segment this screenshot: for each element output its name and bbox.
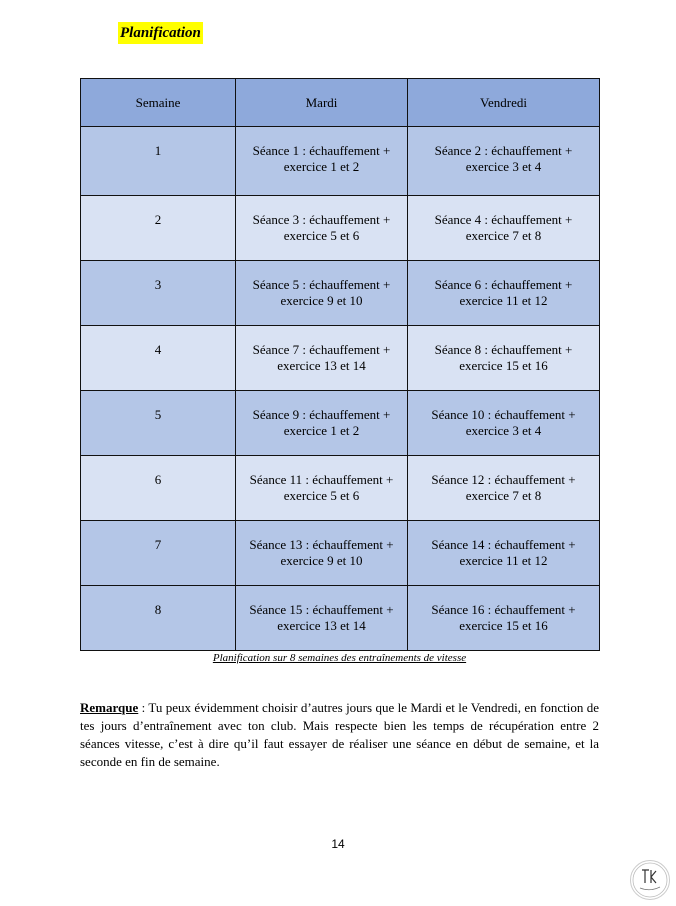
cell-line: Séance 8 : échauffement + <box>434 342 573 357</box>
table-row <box>81 261 600 326</box>
table-row <box>81 391 600 456</box>
mardi-cell <box>236 127 408 196</box>
table-row <box>81 456 600 521</box>
vendredi-cell <box>408 127 600 196</box>
cell-line: exercice 13 et 14 <box>277 618 366 633</box>
cell-line: Séance 5 : échauffement + <box>252 277 391 292</box>
cell-line: exercice 9 et 10 <box>280 553 363 568</box>
cell-line: exercice 3 et 4 <box>465 423 542 438</box>
cell-line: exercice 7 et 8 <box>465 228 542 243</box>
header-semaine: Semaine <box>81 79 236 127</box>
table-row <box>81 326 600 391</box>
cell-line: Séance 16 : échauffement + <box>431 602 576 617</box>
cell-line: Séance 14 : échauffement + <box>431 537 576 552</box>
cell-line: Séance 12 : échauffement + <box>431 472 576 487</box>
cell-line: exercice 5 et 6 <box>283 488 360 503</box>
cell-line: Séance 10 : échauffement + <box>431 407 576 422</box>
vendredi-cell <box>408 521 600 586</box>
remark-label: Remarque <box>80 700 139 715</box>
cell-line: exercice 15 et 16 <box>459 618 548 633</box>
week-cell: 4 <box>81 326 236 391</box>
cell-line: exercice 5 et 6 <box>283 228 360 243</box>
cell-line: Séance 15 : échauffement + <box>249 602 394 617</box>
table-row <box>81 521 600 586</box>
week-cell: 8 <box>81 586 236 651</box>
vendredi-cell <box>408 261 600 326</box>
cell-line: Séance 3 : échauffement + <box>252 212 391 227</box>
vendredi-cell <box>408 586 600 651</box>
mardi-cell <box>236 456 408 521</box>
fast-training-logo-icon <box>630 860 670 900</box>
cell-line: Séance 4 : échauffement + <box>434 212 573 227</box>
cell-line: exercice 15 et 16 <box>459 358 548 373</box>
vendredi-cell <box>408 326 600 391</box>
week-cell: 6 <box>81 456 236 521</box>
vendredi-cell <box>408 196 600 261</box>
mardi-cell <box>236 586 408 651</box>
vendredi-cell <box>408 391 600 456</box>
remark-paragraph <box>80 699 599 771</box>
week-cell: 1 <box>81 127 236 196</box>
table-row <box>81 586 600 651</box>
table-row <box>81 127 600 196</box>
cell-line: exercice 9 et 10 <box>280 293 363 308</box>
cell-line: exercice 7 et 8 <box>465 488 542 503</box>
section-heading: Planification <box>118 22 203 44</box>
header-mardi: Mardi <box>236 79 408 127</box>
cell-line: Séance 1 : échauffement + <box>252 143 391 158</box>
week-cell: 5 <box>81 391 236 456</box>
vendredi-cell <box>408 456 600 521</box>
table-caption: Planification sur 8 semaines des entraînements de vitesse <box>212 652 467 664</box>
cell-line: Séance 13 : échauffement + <box>249 537 394 552</box>
mardi-cell <box>236 326 408 391</box>
cell-line: exercice 3 et 4 <box>465 159 542 174</box>
mardi-cell <box>236 521 408 586</box>
mardi-cell <box>236 196 408 261</box>
table-row <box>81 196 600 261</box>
cell-line: exercice 11 et 12 <box>459 293 548 308</box>
cell-line: Séance 11 : échauffement + <box>249 472 394 487</box>
cell-line: exercice 13 et 14 <box>277 358 366 373</box>
cell-line: exercice 1 et 2 <box>283 159 360 174</box>
planning-table <box>80 78 600 651</box>
week-cell: 2 <box>81 196 236 261</box>
remark-text: : Tu peux évidemment choisir d’autres jours que le Mardi et le Vendredi, en fonction de tes jours d’entraînement avec ton club. Mais respecte bien les temps de récupération entre 2 séances vitesse, c’est à dire qu’il faut essayer de réaliser une séance en début de semaine, et la seconde en fin de semaine. <box>80 700 599 769</box>
cell-line: Séance 2 : échauffement + <box>434 143 573 158</box>
week-cell: 7 <box>81 521 236 586</box>
table-header-row <box>81 79 600 127</box>
page-number: 14 <box>331 837 345 851</box>
mardi-cell <box>236 261 408 326</box>
cell-line: Séance 6 : échauffement + <box>434 277 573 292</box>
cell-line: Séance 9 : échauffement + <box>252 407 391 422</box>
mardi-cell <box>236 391 408 456</box>
header-vendredi: Vendredi <box>408 79 600 127</box>
cell-line: exercice 11 et 12 <box>459 553 548 568</box>
week-cell: 3 <box>81 261 236 326</box>
cell-line: Séance 7 : échauffement + <box>252 342 391 357</box>
cell-line: exercice 1 et 2 <box>283 423 360 438</box>
